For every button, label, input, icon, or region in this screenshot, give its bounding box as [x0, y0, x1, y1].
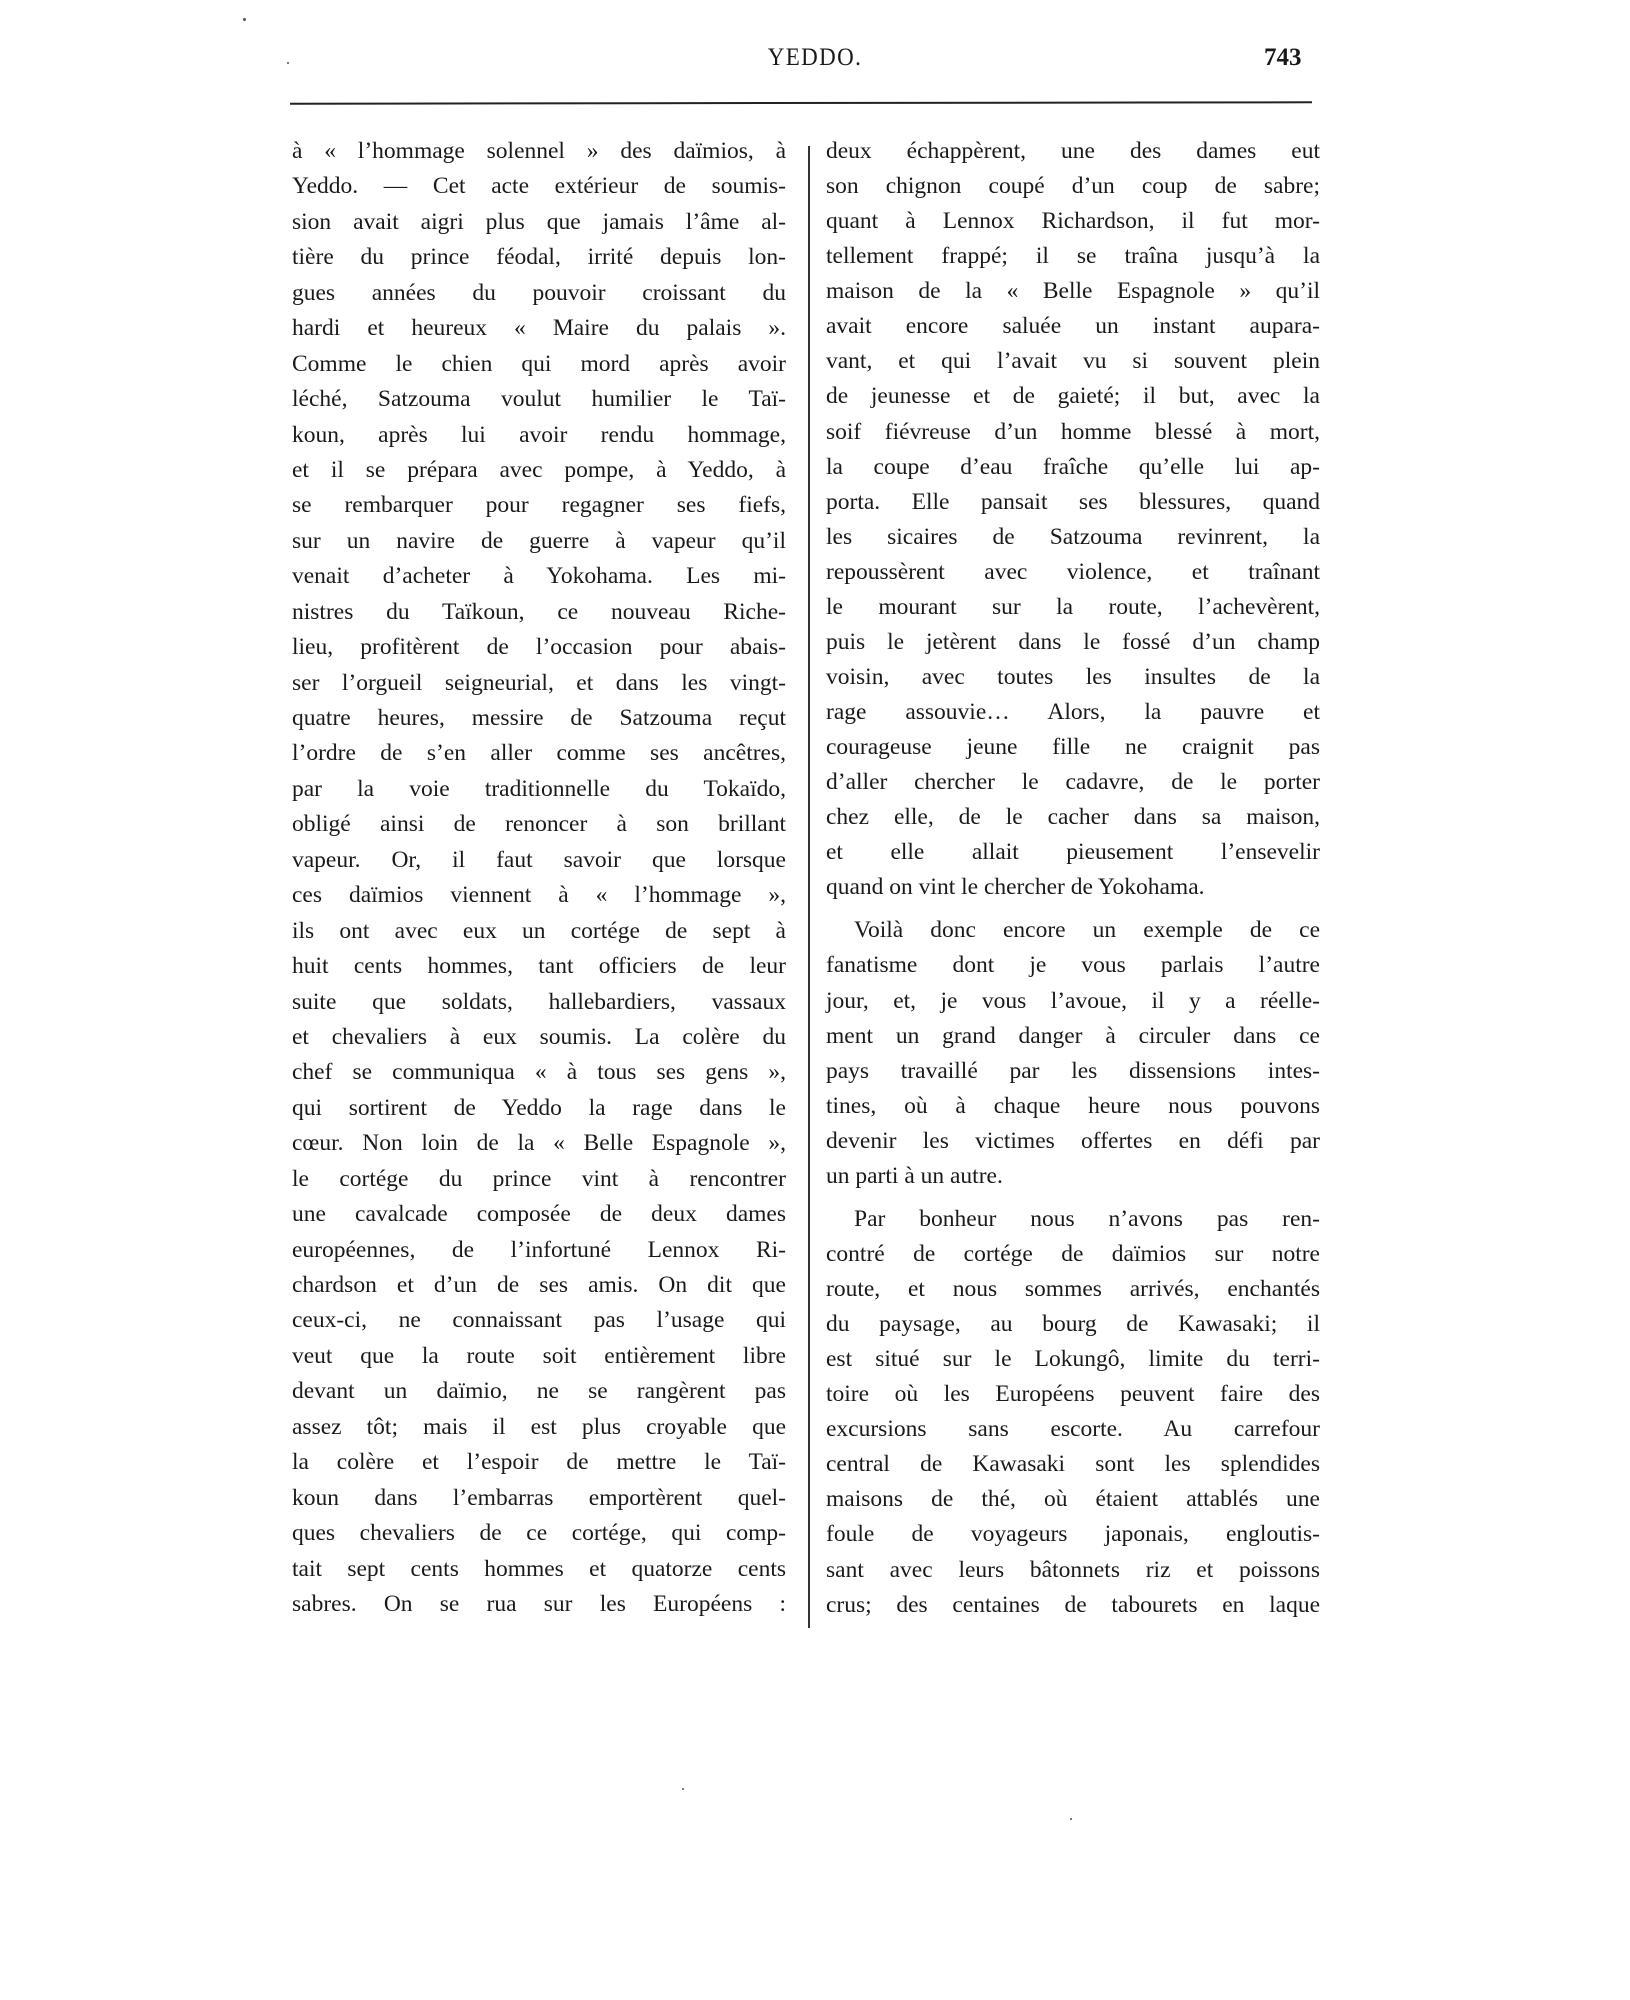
text-line: hardi et heureux « Maire du palais ».	[292, 315, 786, 342]
text-line: ser l’orgueil seigneurial, et dans les vingt-	[292, 669, 786, 696]
text-line: Voilà donc encore un exemple de ce	[854, 917, 1320, 944]
text-line: avait encore saluée un instant aupara-	[826, 313, 1320, 340]
text-line: un parti à un autre.	[826, 1162, 1003, 1189]
text-line: porta. Elle pansait ses blessures, quand	[826, 488, 1320, 515]
scan-speck	[1070, 1818, 1072, 1820]
text-line: maisons de thé, où étaient attablés une	[826, 1486, 1320, 1513]
text-line: sabres. On se rua sur les Européens :	[292, 1590, 786, 1617]
text-line: chez elle, de le cacher dans sa maison,	[826, 804, 1320, 831]
text-line: et elle allait pieusement l’ensevelir	[826, 839, 1320, 866]
text-line: quant à Lennox Richardson, il fut mor-	[826, 208, 1320, 235]
text-line: maison de la « Belle Espagnole » qu’il	[826, 278, 1320, 305]
right-column	[826, 134, 1320, 1623]
text-line: courageuse jeune fille ne craignit pas	[826, 734, 1320, 761]
text-line: fanatisme dont je vous parlais l’autre	[826, 952, 1320, 979]
page-number: 743	[1264, 44, 1302, 71]
text-line: veut que la route soit entièrement libre	[292, 1342, 786, 1369]
text-line: ceux-ci, ne connaissant pas l’usage qui	[292, 1307, 786, 1334]
text-line: central de Kawasaki sont les splendides	[826, 1451, 1320, 1478]
text-line: devenir les victimes offertes en défi par	[826, 1127, 1320, 1154]
text-line: ment un grand danger à circuler dans ce	[826, 1022, 1320, 1049]
paragraph-gap	[826, 1194, 1320, 1202]
text-line: tellement frappé; il se traîna jusqu’à la	[826, 243, 1320, 270]
text-line: ils ont avec eux un cortége de sept à	[292, 917, 786, 944]
text-line: chef se communiqua « à tous ses gens »,	[292, 1059, 786, 1086]
text-line: de jeunesse et de gaieté; il but, avec la	[826, 383, 1320, 410]
text-line: tait sept cents hommes et quatorze cents	[292, 1555, 786, 1582]
text-line: chardson et d’un de ses amis. On dit que	[292, 1272, 786, 1298]
text-line: européennes, de l’infortuné Lennox Ri-	[292, 1236, 786, 1263]
text-line: le cortége du prince vint à rencontrer	[292, 1165, 786, 1192]
text-line: obligé ainsi de renoncer à son brillant	[292, 811, 786, 838]
text-line: Yeddo. — Cet acte extérieur de soumis-	[292, 173, 786, 200]
text-line: foule de voyageurs japonais, engloutis-	[826, 1521, 1320, 1548]
text-line: crus; des centaines de tabourets en laque	[826, 1591, 1320, 1618]
text-line: ces daïmios viennent à « l’hommage »,	[292, 882, 786, 909]
text-line: deux échappèrent, une des dames eut	[826, 138, 1320, 164]
text-line: et chevaliers à eux soumis. La colère du	[292, 1023, 786, 1050]
text-line: d’aller chercher le cadavre, de le porter	[826, 769, 1320, 796]
text-line: vant, et qui l’avait vu si souvent plein	[826, 348, 1320, 375]
text-line: vapeur. Or, il faut savoir que lorsque	[292, 846, 786, 873]
text-line: toire où les Européens peuvent faire des	[826, 1381, 1320, 1408]
running-head	[0, 44, 1630, 84]
text-line: tines, où à chaque heure nous pouvons	[826, 1092, 1320, 1119]
left-column	[292, 134, 786, 1622]
text-line: devant un daïmio, ne se rangèrent pas	[292, 1378, 786, 1405]
text-line: à « l’hommage solennel » des daïmios, à	[292, 138, 786, 164]
text-line: sur un navire de guerre à vapeur qu’il	[292, 527, 786, 554]
text-line: Comme le chien qui mord après avoir	[292, 350, 786, 377]
scan-speck	[243, 18, 246, 21]
text-line: l’ordre de s’en aller comme ses ancêtres,	[292, 740, 786, 767]
column-divider	[808, 146, 810, 1628]
scan-speck	[287, 62, 289, 64]
text-line: ques chevaliers de ce cortége, qui comp-	[292, 1520, 786, 1547]
text-line: les sicaires de Satzouma revinrent, la	[826, 523, 1320, 550]
text-line: quatre heures, messire de Satzouma reçut	[292, 705, 786, 731]
text-line: une cavalcade composée de deux dames	[292, 1201, 786, 1228]
text-line: voisin, avec toutes les insultes de la	[826, 663, 1320, 690]
paragraph	[826, 1202, 1320, 1623]
text-line: excursions sans escorte. Au carrefour	[826, 1416, 1320, 1443]
text-line: quand on vint le chercher de Yokohama.	[826, 874, 1205, 901]
text-line: soif fiévreuse d’un homme blessé à mort,	[826, 418, 1320, 445]
text-line: koun, après lui avoir rendu hommage,	[292, 421, 786, 448]
text-line: repoussèrent avec violence, et traînant	[826, 558, 1320, 585]
text-line: la colère et l’espoir de mettre le Taï-	[292, 1449, 786, 1476]
text-line: Par bonheur nous n’avons pas ren-	[854, 1205, 1320, 1232]
text-line: du paysage, au bourg de Kawasaki; il	[826, 1311, 1320, 1338]
text-line: par la voie traditionnelle du Tokaïdo,	[292, 775, 786, 802]
text-line: venait d’acheter à Yokohama. Les mi-	[292, 563, 786, 590]
paragraph	[826, 134, 1320, 905]
text-line: et il se prépara avec pompe, à Yeddo, à	[292, 456, 786, 483]
text-line: huit cents hommes, tant officiers de leur	[292, 953, 786, 980]
text-line: nistres du Taïkoun, ce nouveau Riche-	[292, 598, 786, 625]
text-line: sion avait aigri plus que jamais l’âme al-	[292, 208, 786, 235]
text-line: jour, et, je vous l’avoue, il y a réelle-	[826, 987, 1320, 1014]
text-line: la coupe d’eau fraîche qu’elle lui ap-	[826, 453, 1320, 480]
paragraph	[826, 913, 1320, 1194]
text-line: son chignon coupé d’un coup de sabre;	[826, 173, 1320, 200]
text-line: léché, Satzouma voulut humilier le Taï-	[292, 386, 786, 413]
text-line: est situé sur le Lokungô, limite du terri-	[826, 1346, 1320, 1373]
text-line: gues années du pouvoir croissant du	[292, 279, 786, 306]
text-line: contré de cortége de daïmios sur notre	[826, 1240, 1320, 1267]
text-line: puis le jetèrent dans le fossé d’un champ	[826, 628, 1320, 655]
text-line: pays travaillé par les dissensions intes-	[826, 1057, 1320, 1084]
text-line: koun dans l’embarras emportèrent quel-	[292, 1484, 786, 1511]
text-line: se rembarquer pour regagner ses fiefs,	[292, 492, 786, 519]
text-line: cœur. Non loin de la « Belle Espagnole »,	[292, 1130, 786, 1157]
text-line: qui sortirent de Yeddo la rage dans le	[292, 1094, 786, 1121]
header-rule	[290, 101, 1312, 104]
text-line: rage assouvie… Alors, la pauvre et	[826, 699, 1320, 725]
text-line: route, et nous sommes arrivés, enchantés	[826, 1276, 1320, 1302]
text-line: assez tôt; mais il est plus croyable que	[292, 1413, 786, 1440]
text-line: lieu, profitèrent de l’occasion pour abais-	[292, 634, 786, 661]
text-line: suite que soldats, hallebardiers, vassaux	[292, 988, 786, 1015]
scan-speck	[682, 1788, 684, 1790]
text-line: sant avec leurs bâtonnets riz et poissons	[826, 1556, 1320, 1583]
paragraph-gap	[826, 905, 1320, 913]
text-line: tière du prince féodal, irrité depuis lon-	[292, 244, 786, 271]
text-line: le mourant sur la route, l’achevèrent,	[826, 593, 1320, 620]
running-title: YEDDO.	[767, 44, 863, 71]
